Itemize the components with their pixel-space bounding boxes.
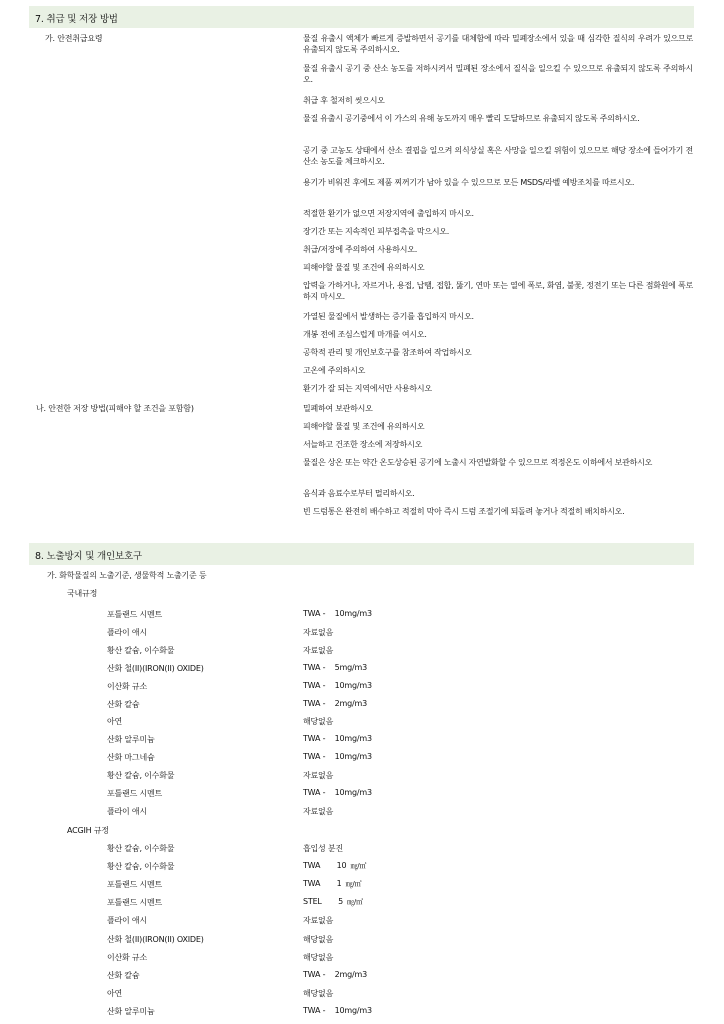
exposure-value-text: TWA - 10mg/m3 <box>303 788 372 797</box>
exposure-unit: ㎎/㎥ <box>346 862 367 871</box>
substance-name: 황산 칼슘, 이수화물 <box>107 771 175 781</box>
substance-name: 포틀랜드 시멘트 <box>107 898 163 908</box>
exposure-value-text: TWA 1 <box>303 879 342 889</box>
substance-name: 이산화 규소 <box>107 681 147 691</box>
list-item: 고온에 주의하시오 <box>303 366 366 375</box>
exposure-value <box>303 806 333 817</box>
list-item: 밀폐하여 보관하시오 <box>303 404 373 413</box>
exposure-value-text: 해당없음 <box>303 717 334 727</box>
exposure-value-text: 흡입성 분진 <box>303 844 343 853</box>
substance-name: 포틀랜드 시멘트 <box>107 789 163 798</box>
substance-name: 포틀랜드 시멘트 <box>107 610 163 619</box>
exposure-value <box>303 988 333 999</box>
substance-name: 황산 칼슘, 이수화물 <box>107 844 175 853</box>
exposure-value <box>303 609 372 618</box>
list-item: 공학적 관리 및 개인보호구를 참조하여 작업하시오 <box>303 348 472 357</box>
exposure-value <box>303 663 367 672</box>
exposure-value-text: TWA - 10mg/m3 <box>303 1005 372 1015</box>
exposure-value <box>303 734 372 743</box>
exposure-value <box>303 970 367 979</box>
exposure-value-text: 해당없음 <box>303 934 334 944</box>
list-item: 취급 후 철저히 씻으시오 <box>303 96 385 105</box>
substance-name: 아연 <box>107 717 123 727</box>
exposure-value-text: STEL 5 <box>303 897 343 907</box>
exposure-value <box>303 1006 372 1015</box>
substance-name: 산화 철(II)(IRON(II) OXIDE) <box>107 934 204 944</box>
exposure-value <box>303 627 333 638</box>
exposure-value-text: TWA - 10mg/m3 <box>303 734 372 744</box>
exposure-limits-label: 가. 화학물질의 노출기준, 생물학적 노출기준 등 <box>47 571 207 580</box>
substance-name: 산화 칼슘 <box>107 699 140 709</box>
substance-name: 아연 <box>107 988 123 998</box>
section-8-header <box>29 543 694 565</box>
list-item: 피해야할 물질 및 조건에 유의하시오 <box>303 422 425 431</box>
safe-storage-label: 나. 안전한 저장 방법(피해야 할 조건을 포함함) <box>36 404 194 413</box>
list-item: 물질은 상온 또는 약간 온도상승된 공기에 노출시 자연발화할 수 있으므로 적정온도 이하에서 보관하시오 <box>303 458 653 467</box>
exposure-value <box>303 952 333 963</box>
list-item: 압력을 가하거나, 자르거나, 용접, 납땜, 접합, 뚫기, 연마 또는 열에 폭로, 화염, 불꽃, 정전기 또는 다른 점화원에 폭로하지 마시오. <box>303 281 693 301</box>
acgih-regulation-label: ACGIH 규정 <box>67 826 109 835</box>
exposure-value <box>303 681 372 690</box>
list-item: 빈 드럼통은 완전히 배수하고 적절히 막아 즉시 드럼 조절기에 되돌려 놓거나 적절히 배치하시오. <box>303 507 625 516</box>
section-8-title: 8. 노출방지 및 개인보호구 <box>35 551 142 562</box>
exposure-value <box>303 752 372 761</box>
list-item: 물질 유출시 액체가 빠르게 증발하면서 공기를 대체함에 따라 밀폐장소에서 있을 때 심각한 질식의 우려가 있으므로 유출되지 않도록 주의하시오. <box>303 34 693 54</box>
exposure-value-text: TWA - 10mg/m3 <box>303 752 372 762</box>
exposure-value <box>303 843 343 854</box>
exposure-value <box>303 934 333 945</box>
exposure-value-text: 해당없음 <box>303 988 334 998</box>
exposure-value-text: 자료없음 <box>303 645 334 655</box>
section-7-header <box>29 6 694 28</box>
exposure-value-text: 자료없음 <box>303 916 334 926</box>
substance-name: 산화 마그네슘 <box>107 753 155 763</box>
substance-name: 산화 철(II)(IRON(II) OXIDE) <box>107 663 204 673</box>
exposure-value-text: 자료없음 <box>303 627 334 637</box>
exposure-value <box>303 861 366 871</box>
list-item: 용기가 비워진 후에도 제품 찌꺼기가 남아 있을 수 있으므로 모든 MSDS/라벨 예방조치를 따르시오. <box>303 178 635 187</box>
exposure-value-text: TWA - 2mg/m3 <box>303 698 367 708</box>
list-item: 공기 중 고농도 상태에서 산소 결핍을 일으켜 의식상실 혹은 사망을 일으킬 위험이 있으므로 해당 장소에 들어가기 전 산소 농도를 체크하시오. <box>303 146 693 166</box>
substance-name: 산화 칼슘 <box>107 970 140 980</box>
list-item: 장기간 또는 지속적인 피부접촉을 막으시오. <box>303 227 450 236</box>
list-item: 가열된 물질에서 발생하는 증기를 흡입하지 마시오. <box>303 312 474 321</box>
domestic-regulation-label: 국내규정 <box>67 589 98 598</box>
exposure-value <box>303 897 363 907</box>
exposure-value <box>303 879 361 889</box>
exposure-unit: ㎎/㎥ <box>342 898 363 907</box>
exposure-value <box>303 770 333 781</box>
list-item: 개봉 전에 조심스럽게 마개를 여시오. <box>303 330 427 339</box>
substance-name: 황산 칼슘, 이수화물 <box>107 862 175 872</box>
substance-name: 산화 알루미늄 <box>107 735 155 745</box>
list-item: 피해야할 물질 및 조건에 유의하시오 <box>303 263 425 272</box>
list-item: 음식과 음료수로부터 멀리하시오. <box>303 489 415 498</box>
substance-name: 산화 알루미늄 <box>107 1006 155 1016</box>
substance-name: 플라이 애시 <box>107 806 147 816</box>
safe-handling-label: 가. 안전취급요령 <box>45 34 103 43</box>
list-item: 물질 유출시 공기 중 산소 농도를 저하시켜서 밀폐된 장소에서 질식을 일으킬 수 있으므로 유출되지 않도록 주의하시오. <box>303 64 693 84</box>
exposure-value-text: 자료없음 <box>303 771 334 781</box>
exposure-value-text: 자료없음 <box>303 806 334 816</box>
exposure-value-text: 해당없음 <box>303 952 334 962</box>
exposure-value <box>303 699 367 708</box>
exposure-unit: ㎎/㎥ <box>341 880 362 889</box>
substance-name: 황산 칼슘, 이수화물 <box>107 645 175 655</box>
exposure-value-text: TWA - 5mg/m3 <box>303 662 367 672</box>
list-item: 서늘하고 건조한 장소에 저장하시오 <box>303 440 423 449</box>
exposure-value-text: TWA 10 <box>303 861 347 871</box>
exposure-value <box>303 645 333 656</box>
substance-name: 플라이 애시 <box>107 627 147 637</box>
exposure-value-text: TWA - 10mg/m3 <box>303 609 372 618</box>
exposure-value-text: TWA - 10mg/m3 <box>303 680 372 690</box>
substance-name: 이산화 규소 <box>107 952 147 962</box>
list-item: 취급/저장에 주의하여 사용하시오. <box>303 245 418 254</box>
exposure-value <box>303 788 372 797</box>
exposure-value <box>303 915 333 926</box>
list-item: 적절한 환기가 없으면 저장지역에 출입하지 마시오. <box>303 209 474 218</box>
exposure-value <box>303 716 333 727</box>
list-item: 환기가 잘 되는 지역에서만 사용하시오 <box>303 384 432 393</box>
exposure-value-text: TWA - 2mg/m3 <box>303 969 367 979</box>
substance-name: 포틀랜드 시멘트 <box>107 880 163 890</box>
section-7-title: 7. 취급 및 저장 방법 <box>35 14 118 25</box>
list-item: 물질 유출시 공기중에서 이 가스의 유해 농도까지 매우 빨리 도달하므로 유출되지 않도록 주의하시오. <box>303 114 640 123</box>
substance-name: 플라이 애시 <box>107 916 147 926</box>
